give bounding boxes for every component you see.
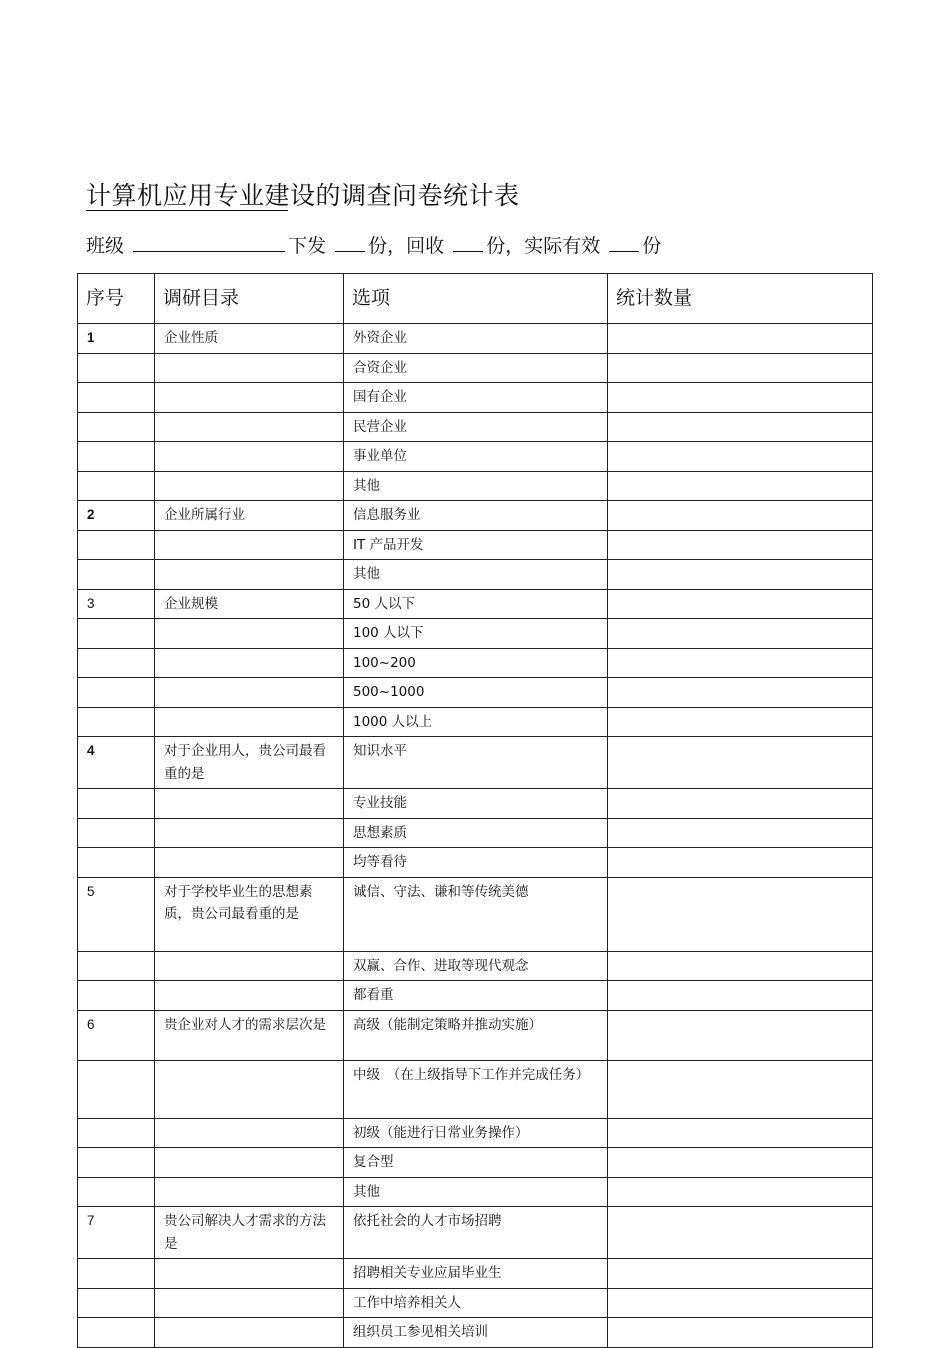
table-row <box>78 981 873 1011</box>
row-topic: 对于学校毕业生的思想素质，贵公司最看重的是 <box>155 877 344 951</box>
row-count <box>608 1318 873 1348</box>
table-row <box>78 1318 873 1348</box>
table-row <box>78 1118 873 1148</box>
row-number: 6 <box>78 1010 155 1060</box>
row-option: 中级 （在上级指导下工作并完成任务） <box>344 1060 608 1118</box>
row-count <box>608 1288 873 1318</box>
row-option: 诚信、守法、谦和等传统美德 <box>344 877 608 951</box>
row-option: 复合型 <box>344 1148 608 1178</box>
title-underline <box>86 210 288 211</box>
row-count <box>608 1148 873 1178</box>
issued-count-blank <box>335 231 365 252</box>
row-count <box>608 1010 873 1060</box>
header-count: 统计数量 <box>608 274 873 324</box>
row-count <box>608 818 873 848</box>
row-number <box>78 1259 155 1289</box>
row-topic <box>155 1318 344 1348</box>
row-topic <box>155 981 344 1011</box>
table-row <box>78 818 873 848</box>
row-option: 知识水平 <box>344 737 608 789</box>
row-option: 民营企业 <box>344 412 608 442</box>
row-number <box>78 530 155 560</box>
row-count <box>608 1060 873 1118</box>
row-topic: 企业规模 <box>155 589 344 619</box>
row-count <box>608 951 873 981</box>
valid-count-blank <box>609 231 639 252</box>
row-count <box>608 619 873 649</box>
row-topic <box>155 1259 344 1289</box>
row-topic: 企业性质 <box>155 324 344 354</box>
row-number <box>78 1148 155 1178</box>
row-option: 其他 <box>344 471 608 501</box>
row-count <box>608 981 873 1011</box>
page-title: 计算机应用专业建设的调查问卷统计表 <box>86 181 520 210</box>
table-row <box>78 442 873 472</box>
row-count <box>608 877 873 951</box>
table-row <box>78 589 873 619</box>
header-option: 选项 <box>344 274 608 324</box>
row-count <box>608 678 873 708</box>
row-count <box>608 1118 873 1148</box>
row-count <box>608 324 873 354</box>
row-topic: 贵公司解决人才需求的方法是 <box>155 1207 344 1259</box>
table-header-row <box>78 274 873 324</box>
table-row <box>78 619 873 649</box>
returned-label: 份，回收 <box>368 235 445 257</box>
row-number <box>78 619 155 649</box>
row-count <box>608 1207 873 1259</box>
row-option: 高级（能制定策略并推动实施） <box>344 1010 608 1060</box>
row-option: 招聘相关专业应届毕业生 <box>344 1259 608 1289</box>
row-number <box>78 560 155 590</box>
table-row <box>78 1177 873 1207</box>
row-topic <box>155 1148 344 1178</box>
row-topic: 贵企业对人才的需求层次是 <box>155 1010 344 1060</box>
row-topic <box>155 442 344 472</box>
row-count <box>608 471 873 501</box>
row-option: 依托社会的人才市场招聘 <box>344 1207 608 1259</box>
row-number <box>78 707 155 737</box>
header-number: 序号 <box>78 274 155 324</box>
table-row <box>78 789 873 819</box>
class-blank <box>133 231 285 252</box>
row-option: 1000 人以上 <box>344 707 608 737</box>
row-topic <box>155 1060 344 1118</box>
table-row <box>78 530 873 560</box>
row-number <box>78 789 155 819</box>
row-topic <box>155 383 344 413</box>
row-number <box>78 353 155 383</box>
row-option: 工作中培养相关人 <box>344 1288 608 1318</box>
row-topic: 企业所属行业 <box>155 501 344 531</box>
row-option: 100 人以下 <box>344 619 608 649</box>
table-row <box>78 1288 873 1318</box>
row-option: 事业单位 <box>344 442 608 472</box>
row-option: 50 人以下 <box>344 589 608 619</box>
row-number <box>78 1318 155 1348</box>
row-topic <box>155 412 344 442</box>
table-row <box>78 383 873 413</box>
row-count <box>608 560 873 590</box>
row-number <box>78 848 155 878</box>
row-count <box>608 707 873 737</box>
returned-count-blank <box>453 231 483 252</box>
table-row <box>78 737 873 789</box>
row-count <box>608 648 873 678</box>
row-option: 100~200 <box>344 648 608 678</box>
unit-label: 份 <box>642 235 662 257</box>
row-number: 7 <box>78 1207 155 1259</box>
class-label: 班级 <box>86 235 125 257</box>
row-option: IT 产品开发 <box>344 530 608 560</box>
valid-label: 份，实际有效 <box>486 235 601 257</box>
row-topic <box>155 707 344 737</box>
row-option: 都看重 <box>344 981 608 1011</box>
row-option: 均等看待 <box>344 848 608 878</box>
row-count <box>608 442 873 472</box>
row-topic <box>155 530 344 560</box>
row-count <box>608 412 873 442</box>
row-topic <box>155 1288 344 1318</box>
table-row <box>78 560 873 590</box>
row-topic <box>155 678 344 708</box>
table-row <box>78 848 873 878</box>
row-number <box>78 383 155 413</box>
row-topic <box>155 789 344 819</box>
row-count <box>608 789 873 819</box>
row-option: 信息服务业 <box>344 501 608 531</box>
header-topic: 调研目录 <box>155 274 344 324</box>
row-topic <box>155 471 344 501</box>
row-option: 专业技能 <box>344 789 608 819</box>
row-number <box>78 818 155 848</box>
row-number <box>78 442 155 472</box>
row-topic <box>155 619 344 649</box>
row-topic <box>155 848 344 878</box>
row-count <box>608 737 873 789</box>
survey-statistics-table <box>77 273 873 1348</box>
row-number <box>78 648 155 678</box>
table-row <box>78 648 873 678</box>
row-count <box>608 501 873 531</box>
table-row <box>78 678 873 708</box>
row-topic <box>155 560 344 590</box>
row-number <box>78 1118 155 1148</box>
row-count <box>608 1177 873 1207</box>
row-topic <box>155 353 344 383</box>
row-option: 其他 <box>344 560 608 590</box>
table-row <box>78 1207 873 1259</box>
row-topic <box>155 951 344 981</box>
row-number <box>78 951 155 981</box>
table-row <box>78 471 873 501</box>
row-number <box>78 471 155 501</box>
row-number <box>78 412 155 442</box>
row-topic: 对于企业用人，贵公司最看重的是 <box>155 737 344 789</box>
row-number: 1 <box>78 324 155 354</box>
row-option: 国有企业 <box>344 383 608 413</box>
table-row <box>78 877 873 951</box>
table-row <box>78 412 873 442</box>
row-option: 思想素质 <box>344 818 608 848</box>
row-option: 初级（能进行日常业务操作） <box>344 1118 608 1148</box>
row-count <box>608 848 873 878</box>
row-count <box>608 353 873 383</box>
table-row <box>78 501 873 531</box>
row-number <box>78 1288 155 1318</box>
row-count <box>608 589 873 619</box>
issued-label: 下发 <box>288 235 327 257</box>
table-row <box>78 324 873 354</box>
row-number: 4 <box>78 737 155 789</box>
table-row <box>78 1010 873 1060</box>
row-topic <box>155 1118 344 1148</box>
row-number: 2 <box>78 501 155 531</box>
row-count <box>608 1259 873 1289</box>
row-option: 合资企业 <box>344 353 608 383</box>
row-topic <box>155 818 344 848</box>
table-row <box>78 951 873 981</box>
row-number <box>78 1060 155 1118</box>
row-number <box>78 1177 155 1207</box>
survey-info-line <box>86 231 661 260</box>
table-row <box>78 707 873 737</box>
row-number <box>78 981 155 1011</box>
table-row <box>78 1259 873 1289</box>
row-number: 3 <box>78 589 155 619</box>
row-count <box>608 383 873 413</box>
table-row <box>78 1060 873 1118</box>
row-topic <box>155 648 344 678</box>
row-option: 其他 <box>344 1177 608 1207</box>
table-row <box>78 353 873 383</box>
row-topic <box>155 1177 344 1207</box>
row-number <box>78 678 155 708</box>
row-number: 5 <box>78 877 155 951</box>
row-option: 500~1000 <box>344 678 608 708</box>
table-row <box>78 1148 873 1178</box>
row-option: 外资企业 <box>344 324 608 354</box>
row-option: 组织员工参见相关培训 <box>344 1318 608 1348</box>
row-option: 双赢、合作、进取等现代观念 <box>344 951 608 981</box>
row-count <box>608 530 873 560</box>
